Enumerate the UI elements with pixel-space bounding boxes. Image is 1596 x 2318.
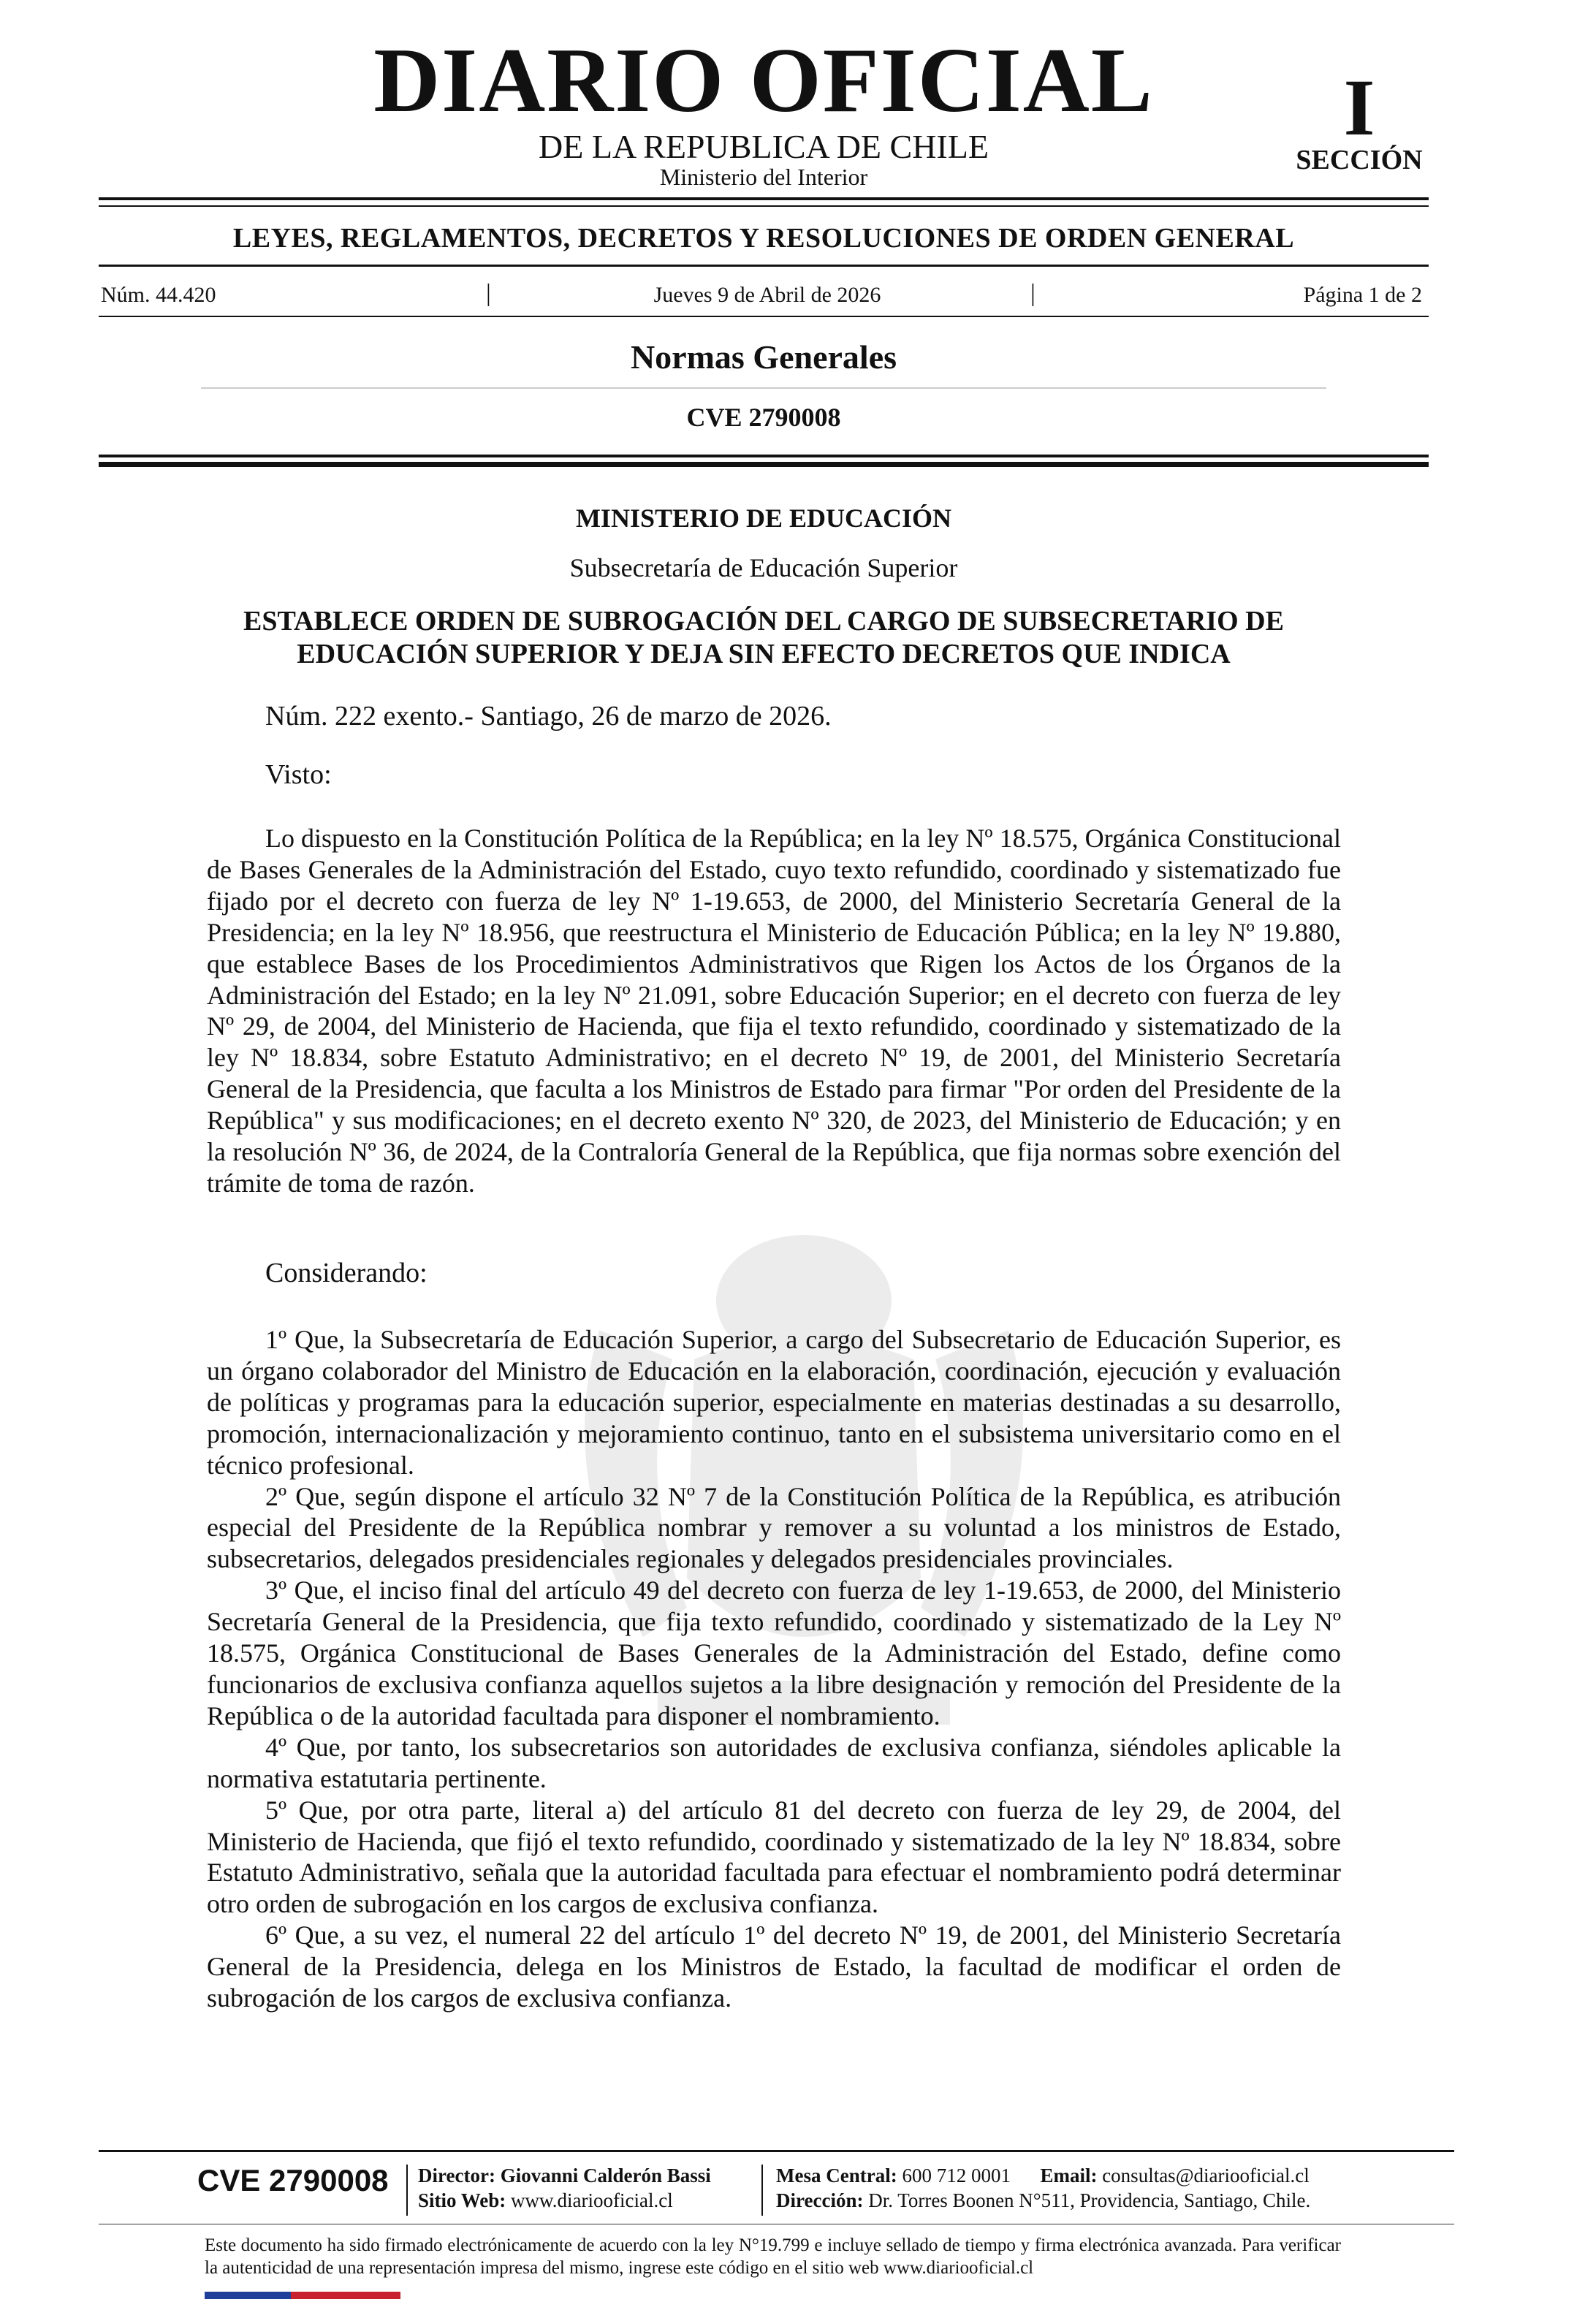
visto-label: Visto: bbox=[265, 759, 332, 790]
footer-site-line bbox=[418, 2188, 711, 2213]
footer-divider bbox=[406, 2165, 408, 2216]
footer-director-line bbox=[418, 2163, 711, 2188]
issue-separator: | bbox=[486, 280, 491, 307]
footer-cve-code: CVE 2790008 bbox=[197, 2163, 389, 2197]
considerando-item: 3º Que, el inciso final del artículo 49 del decreto con fuerza de ley 1-19.653, de 2000, del Ministerio Secretaría General de la Presidencia, que fija texto refundido, coordinado y sistematizado de la Ley Nº 18.575, Orgánica Constitucional de Bases Generales de la Administración del Estado, define como funcionarios de exclusiva confianza aquellos sujetos a la libre designación y remoción del Presidente de la República o de la autoridad facultada para disponer el nombramiento. bbox=[207, 1576, 1341, 1730]
email-link[interactable]: consultas@diariooficial.cl bbox=[1102, 2165, 1310, 2186]
ministry-heading: MINISTERIO DE EDUCACIÓN bbox=[575, 503, 952, 533]
footer-rule bbox=[99, 2150, 1454, 2152]
considerando-item: 4º Que, por tanto, los subsecretarios son autoridades de exclusiva confianza, siéndoles aplicable la normativa estatutaria pertinente. bbox=[207, 1732, 1341, 1793]
decree-title: ESTABLECE ORDEN DE SUBROGACIÓN DEL CARGO DE SUBSECRETARIO DE EDUCACIÓN SUPERIOR Y DEJA SIN EFECTO DECRETOS QUE INDICA bbox=[243, 606, 1284, 669]
norms-title: Normas Generales bbox=[630, 338, 897, 376]
footer-contact-column bbox=[418, 2163, 711, 2213]
masthead-ministry: Ministerio del Interior bbox=[659, 164, 868, 190]
section-numeral: I bbox=[1343, 63, 1375, 152]
issue-date: Jueves 9 de Abril de 2026 bbox=[653, 283, 881, 307]
site-link[interactable]: www.diariooficial.cl bbox=[511, 2189, 673, 2211]
considerando-item: 5º Que, por otra parte, literal a) del artículo 81 del decreto con fuerza de ley 29, de 2004, del Ministerio de Hacienda, que fijó el texto refundido, coordinado y sistematizado de la ley Nº 18.834, sobre Estatuto Administrativo, señala que la autoridad facultada para efectuar el nombramiento podrá determinar otro orden de subrogación en los cargos de exclusiva confianza. bbox=[207, 1795, 1341, 1919]
footer-address-column bbox=[776, 2163, 1310, 2213]
director-label: Director: bbox=[418, 2165, 495, 2186]
issue-separator: | bbox=[1030, 280, 1036, 307]
laws-heading: LEYES, REGLAMENTOS, DECRETOS Y RESOLUCIONES DE ORDEN GENERAL bbox=[232, 223, 1295, 254]
decree-number: Núm. 222 exento.- Santiago, 26 de marzo de 2026. bbox=[265, 701, 832, 732]
director-name: Giovanni Calderón Bassi bbox=[500, 2165, 711, 2186]
cve-code: CVE 2790008 bbox=[686, 403, 841, 432]
flag-stripe-red bbox=[291, 2292, 400, 2299]
masthead-rule-thin bbox=[99, 205, 1429, 207]
footer-divider bbox=[761, 2165, 763, 2216]
section-label: SECCIÓN bbox=[1296, 145, 1423, 175]
masthead-rule bbox=[99, 197, 1429, 200]
address-label: Dirección: bbox=[776, 2189, 864, 2211]
considerando-list bbox=[207, 1324, 1341, 2014]
issue-number: Núm. 44.420 bbox=[101, 283, 216, 307]
phone-label: Mesa Central: bbox=[776, 2165, 897, 2186]
footer-phone-line bbox=[776, 2163, 1310, 2188]
footer-legal-notice: Este documento ha sido firmado electrónicamente de acuerdo con la ley N°19.799 e incluye sellado de tiempo y firma electrónica avanzada. Para verificar la autenticidad de una representación impresa del mismo, ingrese este código en el sitio web www.diariooficial.cl bbox=[205, 2235, 1341, 2278]
flag-stripe-blue bbox=[205, 2292, 291, 2299]
footer-address-line bbox=[776, 2188, 1310, 2213]
laws-rule bbox=[99, 265, 1429, 267]
visto-paragraph: Lo dispuesto en la Constitución Política de la República; en la ley Nº 18.575, Orgánica Constitucional de Bases Generales de la Administración del Estado, cuyo texto refundido, coordinado y sistematizado fue fijado por el decreto con fuerza de ley Nº 1-19.653, de 2000, del Ministerio Secretaría General de la Presidencia; en la ley Nº 18.956, que reestructura el Ministerio de Educación Pública; en la ley Nº 19.880, que establece Bases de los Procedimientos Administrativos que Rigen los Actos de los Órganos de la Administración del Estado; en la ley Nº 21.091, sobre Educación Superior; en el decreto con fuerza de ley Nº 29, de 2004, del Ministerio de Hacienda, que fija el texto refundido, coordinado y sistematizado de la ley Nº 18.834, sobre Estatuto Administrativo; en el decreto Nº 19, de 2001, del Ministerio Secretaría General de la Presidencia, que faculta a los Ministros de Estado para firmar "Por orden del Presidente de la República" y sus modificaciones; en el decreto exento Nº 320, de 2023, del Ministerio de Educación; y en la resolución Nº 36, de 2024, de la Contraloría General de la República, que fija normas sobre exención del trámite de toma de razón. bbox=[207, 824, 1341, 1198]
considerando-label: Considerando: bbox=[265, 1258, 428, 1288]
phone-value: 600 712 0001 bbox=[902, 2165, 1011, 2186]
norms-rule bbox=[201, 387, 1326, 389]
meta-rule bbox=[99, 316, 1429, 317]
email-label: Email: bbox=[1040, 2165, 1098, 2186]
address-value: Dr. Torres Boonen N°511, Providencia, Santiago, Chile. bbox=[868, 2189, 1311, 2211]
site-label: Sitio Web: bbox=[418, 2189, 506, 2211]
considerando-item: 6º Que, a su vez, el numeral 22 del artículo 1º del decreto Nº 19, de 2001, del Ministerio Secretaría General de la Presidencia, delega en los Ministros de Estado, la facultad de modificar el orden de subrogación de los cargos de exclusiva confianza. bbox=[207, 1920, 1341, 2013]
considerando-item: 1º Que, la Subsecretaría de Educación Superior, a cargo del Subsecretario de Educación Superior, es un órgano colaborador del Ministro de Educación en la elaboración, coordinación, ejecución y evaluación de políticas y programas para la educación superior, especialmente en materias destinadas a su desarrollo, promoción, internacionalización y mejoramiento continuo, tanto en el subsistema universitario como en el técnico profesional. bbox=[207, 1325, 1341, 1480]
masthead-title: DIARIO OFICIAL bbox=[373, 30, 1154, 132]
cve-rule-thick bbox=[99, 462, 1429, 467]
subsecretaria-heading: Subsecretaría de Educación Superior bbox=[569, 553, 958, 582]
considerando-item: 2º Que, según dispone el artículo 32 Nº 7 de la Constitución Política de la República, es atribución especial del Presidente de la República nombrar y remover a su voluntad a los ministros de Estado, subsecretarios, delegados presidenciales regionales y delegados presidenciales provinciales. bbox=[207, 1481, 1341, 1574]
cve-rule bbox=[99, 455, 1429, 457]
issue-page: Página 1 de 2 bbox=[1303, 283, 1422, 307]
masthead-subtitle: DE LA REPUBLICA DE CHILE bbox=[539, 128, 989, 165]
